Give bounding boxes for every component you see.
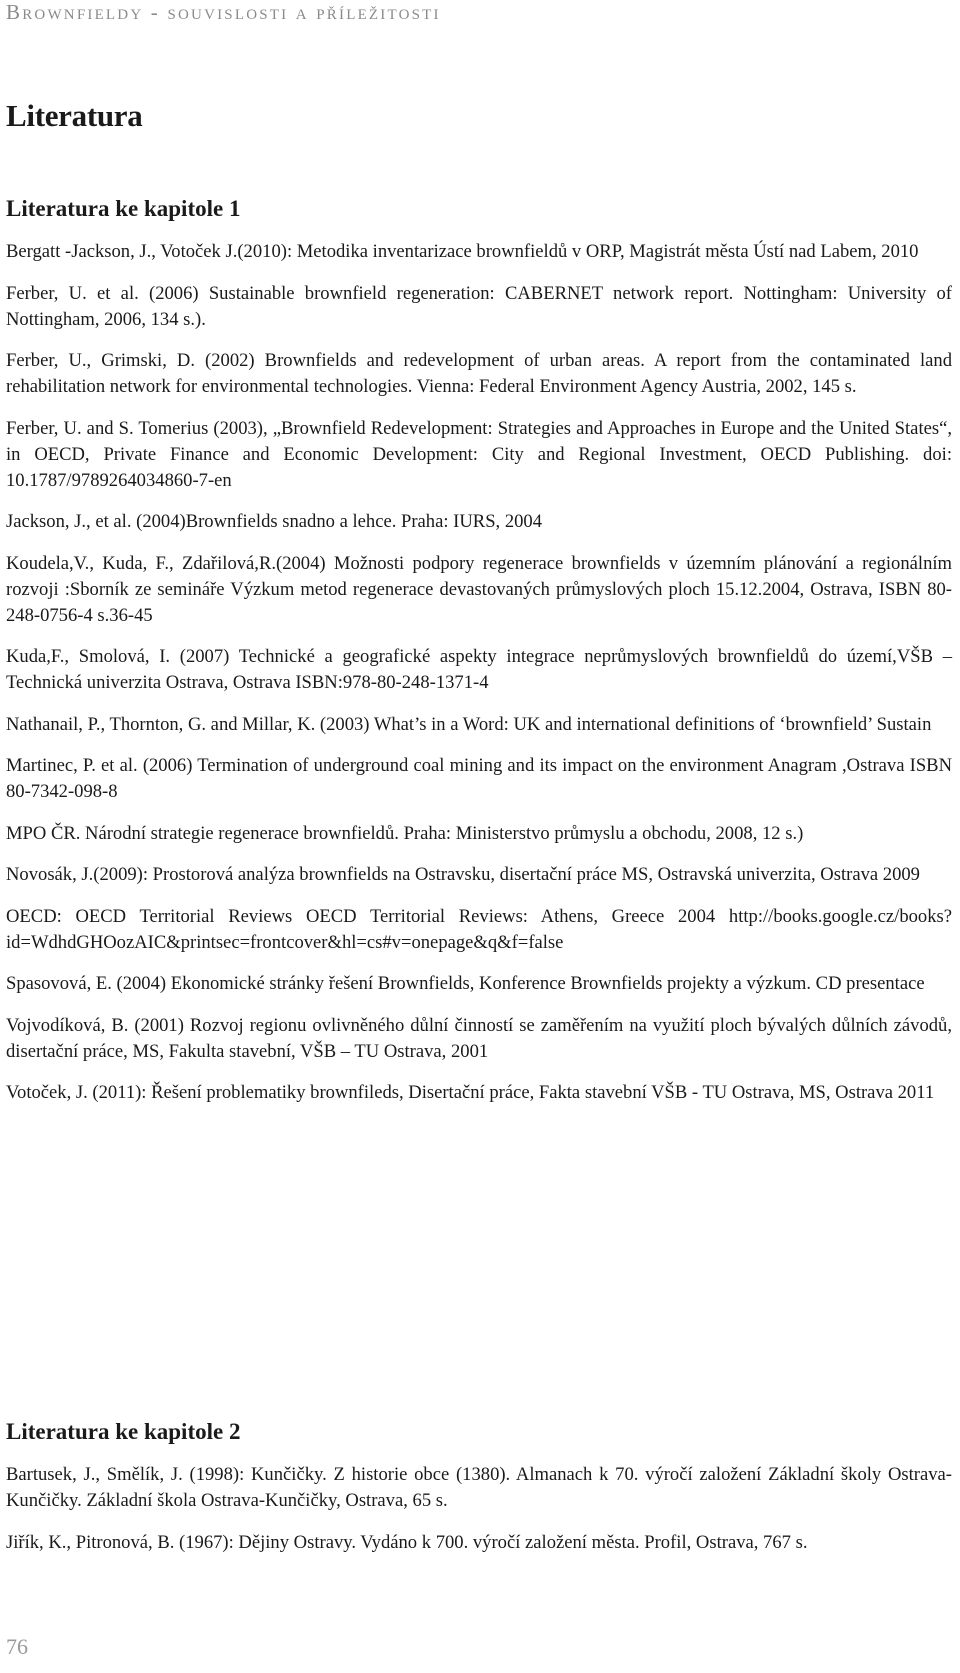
reference-entry: OECD: OECD Territorial Reviews OECD Territorial Reviews: Athens, Greece 2004 http://books.google.cz/books?id=WdhdGHOozAIC&printsec=frontcover&hl=cs#v=onepage&q&f=false [6,905,952,953]
reference-entry: Bartusek, J., Smělík, J. (1998): Kunčičky. Z historie obce (1380). Almanach k 70. výročí založení Základní školy Ostrava-Kunčičky. Základní škola Ostrava-Kunčičky, Ostrava, 65 s. [6,1464,952,1511]
reference-entry: MPO ČR. Národní strategie regenerace brownfieldů. Praha: Ministerstvo průmyslu a obchodu, 2008, 12 s.) [6,822,804,844]
section-heading-chapter-1: Literatura ke kapitole 1 [6,196,241,221]
reference-entry: Ferber, U. et al. (2006) Sustainable brownfield regeneration: CABERNET network report. Nottingham: University of Nottingham, 2006, 134 s.). [6,282,952,330]
reference-entry: Koudela,V., Kuda, F., Zdařilová,R.(2004) Možnosti podpory regenerace brownfields v územním plánování a regionálním rozvoji :Sborník ze semináře Výzkum metod regenerace devastovaných průmyslových ploch 15.12.2004, Ostrava, ISBN 80-248-0756-4 s.36-45 [6,552,952,626]
reference-entry: Votoček, J. (2011): Řešení problematiky brownfileds, Disertační práce, Fakta stavební VŠB - TU Ostrava, MS, Ostrava 2011 [6,1082,935,1103]
reference-entry: Kuda,F., Smolová, I. (2007) Technické a geografické aspekty integrace neprůmyslových brownfieldů do území,VŠB – Technická univerzita Ostrava, Ostrava ISBN:978-80-248-1371-4 [6,646,952,693]
page-number: 76 [6,1634,28,1659]
reference-entry: Spasovová, E. (2004) Ekonomické stránky řešení Brownfields, Konference Brownfields projekty a výzkum. CD presentace [6,973,925,994]
reference-entry: Nathanail, P., Thornton, G. and Millar, K. (2003) What’s in a Word: UK and international definitions of ‘brownfield’ Sustain [6,713,932,735]
reference-list-chapter-2 [6,1462,952,1571]
reference-entry: Novosák, J.(2009): Prostorová analýza brownfields na Ostravsku, disertační práce MS, Ostravská univerzita, Ostrava 2009 [6,864,920,885]
reference-entry: Jackson, J., et al. (2004)Brownfields snadno a lehce. Praha: IURS, 2004 [6,511,543,532]
reference-entry: Bergatt -Jackson, J., Votoček J.(2010): Metodika inventarizace brownfieldů v ORP, Magistrát města Ústí nad Labem, 2010 [6,241,919,262]
reference-entry: Ferber, U., Grimski, D. (2002) Brownfields and redevelopment of urban areas. A report from the contaminated land rehabilitation network for environmental technologies. Vienna: Federal Environment Agency Austria, 2002, 145 s. [6,350,952,397]
reference-list-chapter-1 [6,239,952,1122]
reference-entry: Jiřík, K., Pitronová, B. (1967): Dějiny Ostravy. Vydáno k 700. výročí založení města. Profil, Ostrava, 767 s. [6,1531,808,1553]
section-heading-chapter-2: Literatura ke kapitole 2 [6,1419,241,1444]
reference-entry: Vojvodíková, B. (2001) Rozvoj regionu ovlivněného důlní činností se zaměřením na využití ploch bývalých důlních závodů, disertační práce, MS, Fakulta stavební, VŠB – TU Ostrava, 2001 [6,1014,952,1062]
running-header: Brownfieldy - souvislosti a příležitosti [6,0,441,24]
reference-entry: Ferber, U. and S. Tomerius (2003), „Brownfield Redevelopment: Strategies and Approaches in Europe and the United States“, in OECD, Private Finance and Economic Development: City and Regional Investment, OECD Publishing. doi: 10.1787/9789264034860-7-en [6,417,952,491]
page-title: Literatura [6,98,143,133]
reference-entry: Martinec, P. et al. (2006) Termination of underground coal mining and its impact on the environment Anagram ,Ostrava ISBN 80-7342-098-8 [6,755,952,802]
